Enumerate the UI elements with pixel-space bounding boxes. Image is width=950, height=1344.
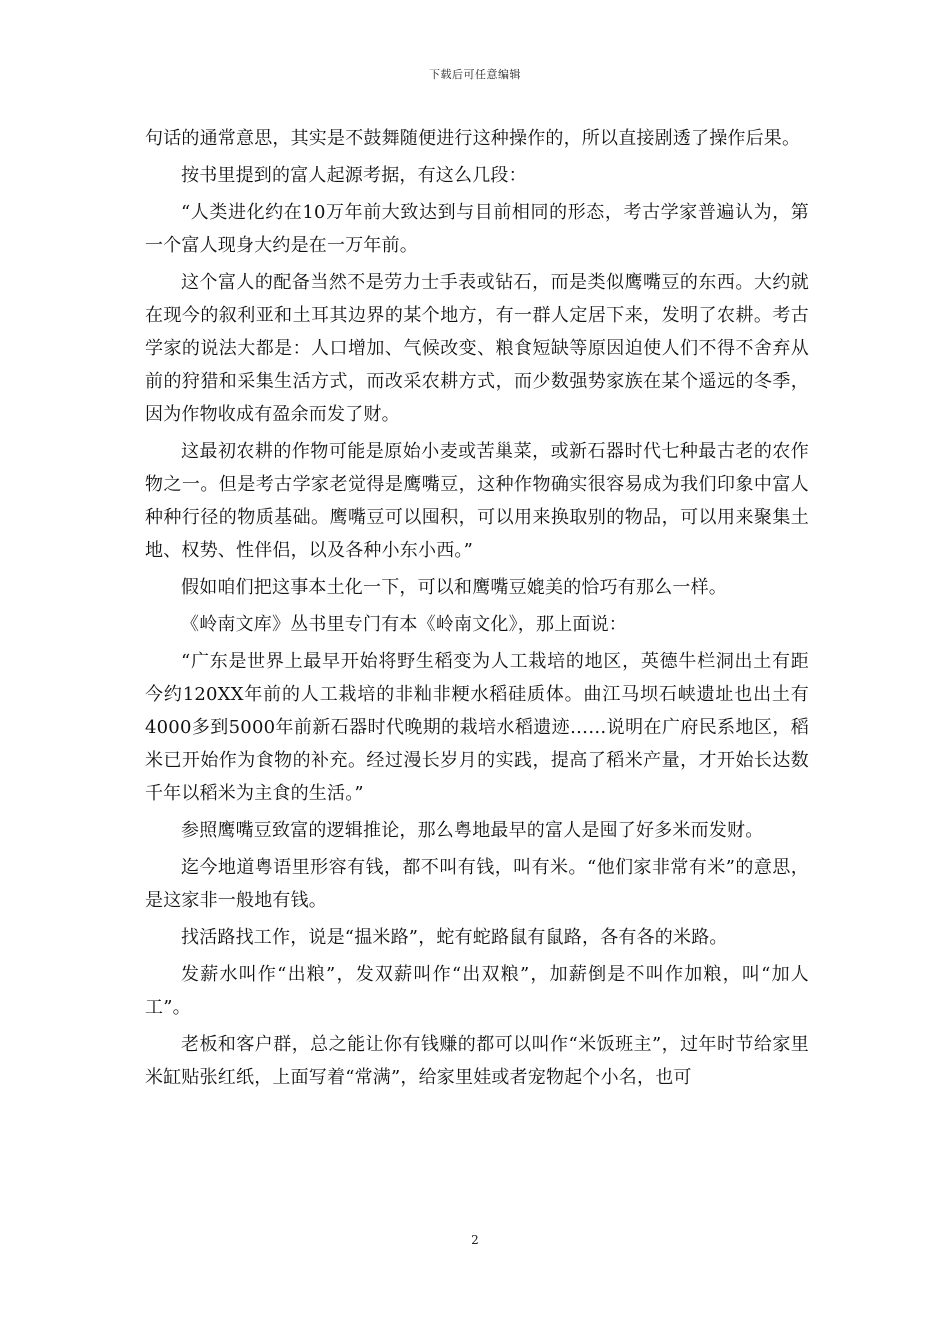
paragraph: “广东是世界上最早开始将野生稻变为人工栽培的地区，英德牛栏洞出土有距今约120XX年前的人工栽培的非籼非粳水稻硅质体。曲江马坝石峡遗址也出土有4000多到5000年前新石器时代晚期的栽培水稻遗迹……说明在广府民系地区，稻米已开始作为食物的补充。经过漫长岁月的实践，提高了稻米产量，才开始长达数千年以稻米为主食的生活。” [145,651,809,804]
paragraph: 《岭南文库》丛书里专门有本《岭南文化》，那上面说： [181,614,627,635]
paragraph: 参照鹰嘴豆致富的逻辑推论，那么粤地最早的富人是囤了好多米而发财。 [181,820,764,841]
paragraph: 发薪水叫作“出粮”，发双薪叫作“出双粮”，加薪倒是不叫作加粮，叫“加人工”。 [145,964,809,1018]
paragraph: 假如咱们把这事本土化一下，可以和鹰嘴豆媲美的恰巧有那么一样。 [181,577,727,598]
paragraph: 这个富人的配备当然不是劳力士手表或钻石，而是类似鹰嘴豆的东西。大约就在现今的叙利亚和土耳其边界的某个地方，有一群人定居下来，发明了农耕。考古学家的说法大都是：人口增加、气候改变、粮食短缺等原因迫使人们不得不舍弃从前的狩猎和采集生活方式，而改采农耕方式，而少数强势家族在某个遥远的冬季，因为作物收成有盈余而发了财。 [145,272,809,425]
page-number: 2 [471,1233,479,1247]
paragraph: 这最初农耕的作物可能是原始小麦或苦巢菜，或新石器时代七种最古老的农作物之一。但是考古学家老觉得是鹰嘴豆，这种作物确实很容易成为我们印象中富人种种行径的物质基础。鹰嘴豆可以囤积，可以用来换取别的物品，可以用来聚集土地、权势、性伴侣，以及各种小东小西。” [145,441,809,561]
paragraph: “人类进化约在10万年前大致达到与目前相同的形态，考古学家普遍认为，第一个富人现身大约是在一万年前。 [145,202,809,256]
paragraph: 迄今地道粤语里形容有钱，都不叫有钱，叫有米。“他们家非常有米”的意思，是这家非一般地有钱。 [145,857,809,911]
paragraph: 找活路找工作，说是“揾米路”，蛇有蛇路鼠有鼠路，各有各的米路。 [181,927,728,948]
paragraph: 句话的通常意思，其实是不鼓舞随便进行这种操作的，所以直接剧透了操作后果。 [145,128,801,149]
document-body [145,122,809,1098]
page-header: 下载后可任意编辑 [429,68,521,81]
paragraph: 老板和客户群，总之能让你有钱赚的都可以叫作“米饭班主”，过年时节给家里米缸贴张红纸，上面写着“常满”，给家里娃或者宠物起个小名，也可 [145,1034,809,1088]
paragraph: 按书里提到的富人起源考据，有这么几段： [181,165,527,186]
